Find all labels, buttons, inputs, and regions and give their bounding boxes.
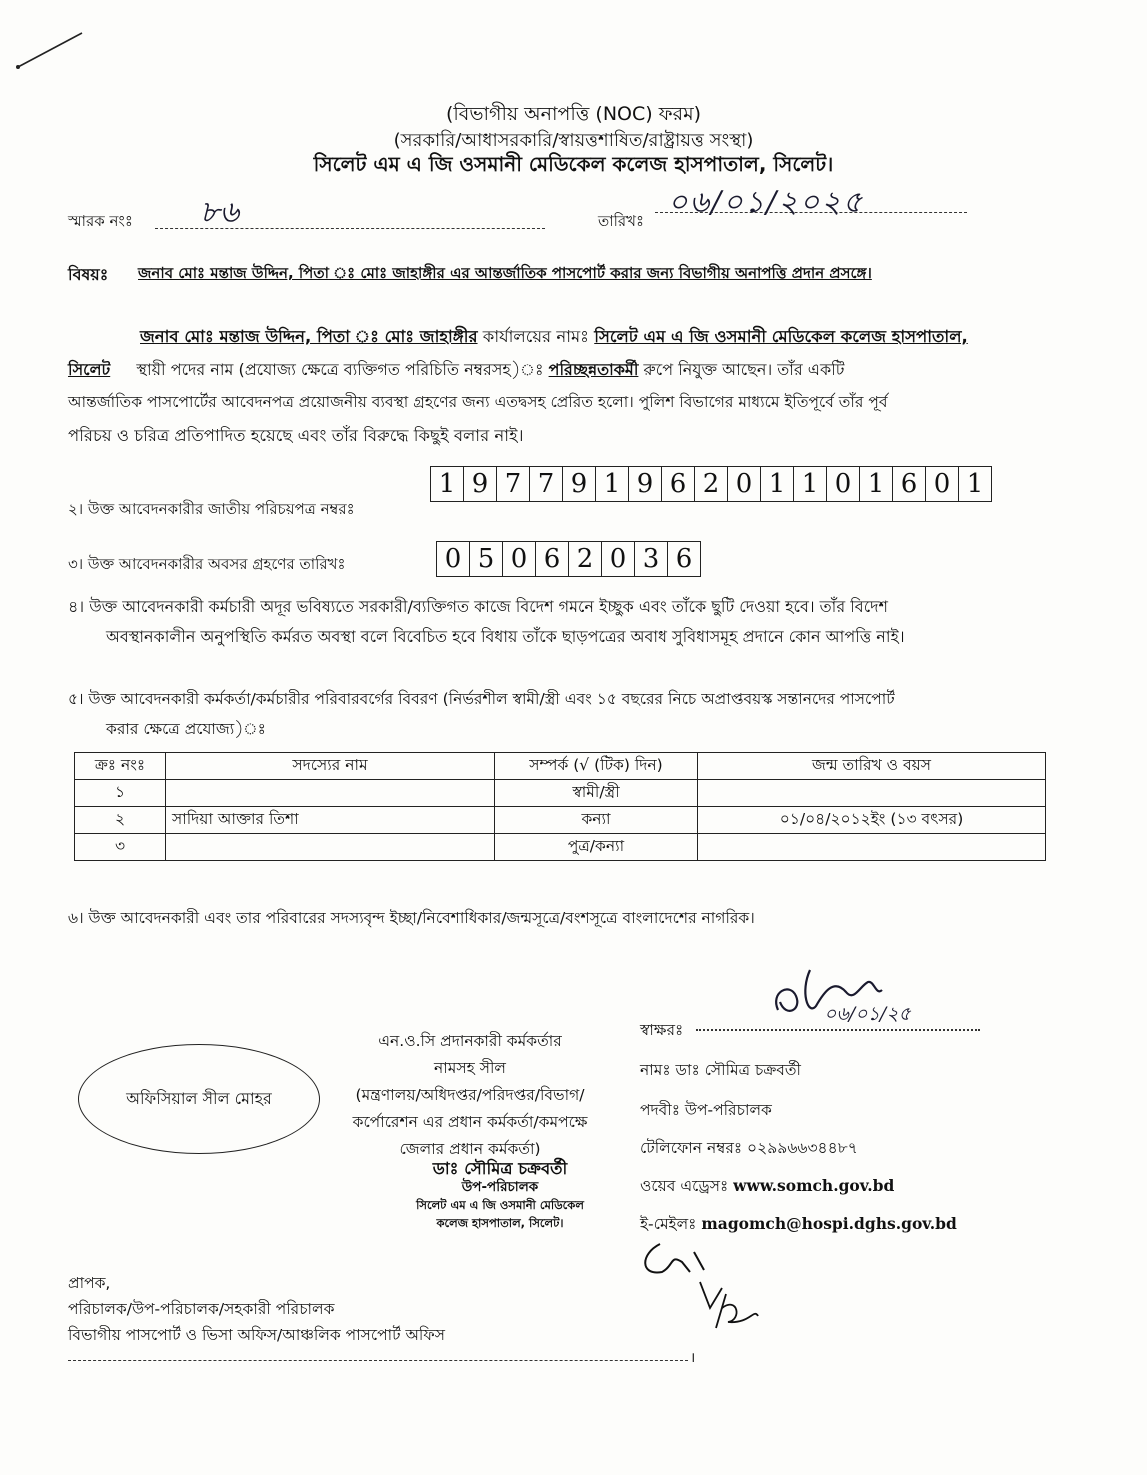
recipient-line-2: বিভাগীয় পাসপোর্ট ও ভিসা অফিস/আঞ্চলিক পাসপোর্ট অফিস bbox=[68, 1326, 445, 1344]
stamp-designation: উপ-পরিচালক bbox=[461, 1179, 539, 1195]
cell-birth-date: ০১/০৪/২০১২ইং (১৩ বৎসর) bbox=[698, 807, 1046, 834]
table-header-row bbox=[75, 753, 1046, 780]
initials-mark bbox=[630, 1236, 770, 1346]
office-label: কার্যালয়ের নামঃ bbox=[482, 327, 589, 346]
nid-number-boxes bbox=[430, 466, 992, 502]
cell-serial: ২ bbox=[75, 807, 166, 834]
retirement-digit-box: 6 bbox=[536, 542, 569, 576]
col-name: সদস্যের নাম bbox=[166, 753, 495, 780]
nid-digit-box: 7 bbox=[497, 467, 530, 501]
nid-digit-box: 9 bbox=[464, 467, 497, 501]
body-line-4: পরিচয় ও চরিত্র প্রতিপাদিত হয়েছে এবং তাঁর বিরুদ্ধে কিছুই বলার নাই। bbox=[68, 426, 524, 445]
cell-birth-date bbox=[698, 780, 1046, 807]
memo-label: স্মারক নংঃ bbox=[68, 212, 133, 230]
cell-relation: কন্যা bbox=[495, 807, 698, 834]
office-city: সিলেট bbox=[68, 360, 111, 379]
retirement-digit-box: 0 bbox=[503, 542, 536, 576]
stamp-institution-1: সিলেট এম এ জি ওসমানী মেডিকেল bbox=[416, 1198, 584, 1212]
nid-digit-box: 0 bbox=[926, 467, 959, 501]
bottom-line-end: । bbox=[690, 1350, 696, 1366]
noc-line-5: জেলার প্রধান কর্মকর্তা) bbox=[399, 1140, 541, 1158]
item-6: ৬। উক্ত আবেদনকারী এবং তার পরিবারের সদস্যবৃন্দ ইচ্ছা/নিবেশাধিকার/জন্মসূত্রে/বংশসূত্রে বাংলাদেশের নাগরিক। bbox=[68, 909, 755, 927]
body-paragraph bbox=[68, 320, 1046, 452]
web-address: www.somch.gov.bd bbox=[733, 1176, 895, 1195]
stamp-institution-2: কলেজ হাসপাতাল, সিলেট। bbox=[436, 1216, 564, 1230]
retirement-digit-box: 3 bbox=[635, 542, 668, 576]
official-seal-oval bbox=[78, 1044, 320, 1154]
table-row bbox=[75, 780, 1046, 807]
retirement-digit-box: 0 bbox=[437, 542, 470, 576]
date-value: ০৬/০১/২০২৫ bbox=[668, 185, 865, 220]
recipient-title: প্রাপক, bbox=[68, 1274, 111, 1292]
signatory-phone: টেলিফোন নম্বরঃ ০২৯৯৬৬৩৪৪৮৭ bbox=[640, 1139, 858, 1157]
subject-text: জনাব মোঃ মন্তাজ উদ্দিন, পিতা ঃ মোঃ জাহাঙ্গীর এর আন্তর্জাতিক পাসপোর্ট করার জন্য বিভাগীয় অনাপত্তি প্রদান প্রসঙ্গে। bbox=[138, 264, 872, 282]
cell-serial: ১ bbox=[75, 780, 166, 807]
nid-digit-box: 1 bbox=[596, 467, 629, 501]
cell-serial: ৩ bbox=[75, 834, 166, 861]
nid-digit-box: 0 bbox=[827, 467, 860, 501]
item-4-line-2: অবস্থানকালীন অনুপস্থিতি কর্মরত অবস্থা বলে বিবেচিত হবে বিধায় তাঁকে ছাড়পত্রের অবাধ সুবিধাসমূহ প্রদানে কোন আপত্তি নাই। bbox=[106, 627, 905, 646]
nid-digit-box: 1 bbox=[761, 467, 794, 501]
web-label: ওয়েব এড্রেসঃ bbox=[640, 1177, 729, 1195]
cell-relation: পুত্র/কন্যা bbox=[495, 834, 698, 861]
retirement-digit-box: 6 bbox=[675, 544, 693, 574]
signatory-name: নামঃ ডাঃ সৌমিত্র চক্রবর্তী bbox=[640, 1061, 801, 1079]
noc-line-1: এন.ও.সি প্রদানকারী কর্মকর্তার bbox=[378, 1032, 562, 1050]
noc-line-3: (মন্ত্রণালয়/অধিদপ্তর/পরিদপ্তর/বিভাগ/ bbox=[355, 1086, 585, 1104]
cell-name bbox=[166, 780, 495, 807]
family-table bbox=[74, 752, 1046, 861]
col-serial: ক্রঃ নংঃ bbox=[75, 753, 166, 780]
sign-date: ০৬/০১/২৫ bbox=[824, 1003, 911, 1025]
nid-digit-box: 9 bbox=[563, 467, 596, 501]
form-title: (বিভাগীয় অনাপত্তি (NOC) ফরম) bbox=[445, 103, 702, 125]
retirement-label: ৩। উক্ত আবেদনকারীর অবসর গ্রহণের তারিখঃ bbox=[68, 555, 346, 573]
signatory-web bbox=[640, 1174, 894, 1200]
cell-name bbox=[166, 834, 495, 861]
email-address: magomch@hospi.dghs.gov.bd bbox=[701, 1214, 957, 1233]
employee-name: জনাব মোঃ মন্তাজ উদ্দিন, পিতা ঃ মোঃ জাহাঙ্গীর bbox=[140, 327, 478, 346]
retirement-date-boxes bbox=[436, 541, 701, 577]
post-label: স্থায়ী পদের নাম (প্রযোজ্য ক্ষেত্রে ব্যক্তিগত পরিচিতি নম্বরসহ)ঃ bbox=[136, 360, 544, 379]
retirement-digit-box: 2 bbox=[569, 542, 602, 576]
post-after: রুপে নিযুক্ত আছেন। তাঁর একটি bbox=[643, 360, 845, 379]
date-label: তারিখঃ bbox=[598, 212, 644, 230]
nid-digit-box: 6 bbox=[893, 467, 926, 501]
office-name: সিলেট এম এ জি ওসমানী মেডিকেল কলেজ হাসপাতাল, bbox=[594, 327, 968, 346]
nid-digit-box: 9 bbox=[629, 467, 662, 501]
noc-officer-block bbox=[320, 1028, 620, 1163]
col-birth-date: জন্ম তারিখ ও বয়স bbox=[698, 753, 1046, 780]
noc-line-2: নামসহ সীল bbox=[434, 1059, 506, 1077]
seal-label: অফিসিয়াল সীল মোহর bbox=[126, 1088, 272, 1108]
retirement-digit-box: 0 bbox=[602, 542, 635, 576]
officer-stamp bbox=[380, 1160, 620, 1232]
nid-digit-box: 6 bbox=[662, 467, 695, 501]
cell-relation: স্বামী/স্ত্রী bbox=[495, 780, 698, 807]
nid-digit-box: 2 bbox=[695, 467, 728, 501]
institution-name: সিলেট এম এ জি ওসমানী মেডিকেল কলেজ হাসপাতাল, সিলেট। bbox=[313, 152, 834, 176]
signatory-email bbox=[640, 1212, 957, 1238]
nid-digit-box: 1 bbox=[966, 469, 984, 499]
item-5-line-2: করার ক্ষেত্রে প্রযোজ্য)ঃ bbox=[106, 720, 266, 738]
table-row bbox=[75, 807, 1046, 834]
memo-number: ৮৬ bbox=[200, 195, 239, 230]
nid-digit-box: 1 bbox=[860, 467, 893, 501]
stamp-name: ডাঃ সৌমিত্র চক্রবর্তী bbox=[432, 1159, 568, 1178]
subject-label: বিষয়ঃ bbox=[68, 265, 109, 284]
item-5 bbox=[68, 684, 1048, 744]
col-relation: সম্পর্ক (√ (টিক) দিন) bbox=[495, 753, 698, 780]
bottom-dashed-line bbox=[68, 1360, 688, 1361]
pen-mark bbox=[10, 25, 90, 75]
item-4-line-1: ৪। উক্ত আবেদনকারী কর্মচারী অদূর ভবিষ্যতে সরকারী/ব্যক্তিগত কাজে বিদেশ গমনে ইচ্ছুক এবং তাঁকে ছুটি দেওয়া হবে। তাঁর বিদেশ bbox=[68, 597, 888, 616]
recipient-block bbox=[68, 1270, 445, 1348]
signatory-designation: পদবীঃ উপ-পরিচালক bbox=[640, 1101, 772, 1119]
nid-digit-box: 7 bbox=[530, 467, 563, 501]
org-types: (সরকারি/আধাসরকারি/স্বায়ত্তশাষিত/রাষ্ট্রায়ত্ত সংস্থা) bbox=[393, 130, 754, 151]
cell-birth-date bbox=[698, 834, 1046, 861]
post-name: পরিচ্ছন্নতাকর্মী bbox=[548, 360, 639, 379]
sign-label: স্বাক্ষরঃ bbox=[640, 1021, 684, 1039]
body-line-3: আন্তর্জাতিক পাসপোর্টের আবেদনপত্র প্রয়োজনীয় ব্যবস্থা গ্রহণের জন্য এতদ্বসহ প্রেরিত হলো। পুলিশ বিভাগের মাধ্যমে ইতিপূর্বে তাঁর পূর্ব bbox=[68, 393, 888, 411]
recipient-line-1: পরিচালক/উপ-পরিচালক/সহকারী পরিচালক bbox=[68, 1300, 335, 1318]
item-4 bbox=[68, 592, 1048, 652]
table-row bbox=[75, 834, 1046, 861]
nid-digit-box: 1 bbox=[794, 467, 827, 501]
nid-label: ২। উক্ত আবেদনকারীর জাতীয় পরিচয়পত্র নম্বরঃ bbox=[68, 500, 355, 518]
noc-line-4: কর্পোরেশন এর প্রধান কর্মকর্তা/কমপক্ষে bbox=[352, 1113, 588, 1131]
nid-digit-box: 1 bbox=[431, 467, 464, 501]
email-label: ই-মেইলঃ bbox=[640, 1215, 697, 1233]
retirement-digit-box: 5 bbox=[470, 542, 503, 576]
nid-digit-box: 0 bbox=[728, 467, 761, 501]
cell-name: সাদিয়া আক্তার তিশা bbox=[166, 807, 495, 834]
item-5-line-1: ৫। উক্ত আবেদনকারী কর্মকর্তা/কর্মচারীর পরিবারবর্গের বিবরণ (নির্ভরশীল স্বামী/স্ত্রী এবং ১৫ বছরের নিচে অপ্রাপ্তবয়স্ক সন্তানদের পাসপোর্ট bbox=[68, 690, 895, 708]
